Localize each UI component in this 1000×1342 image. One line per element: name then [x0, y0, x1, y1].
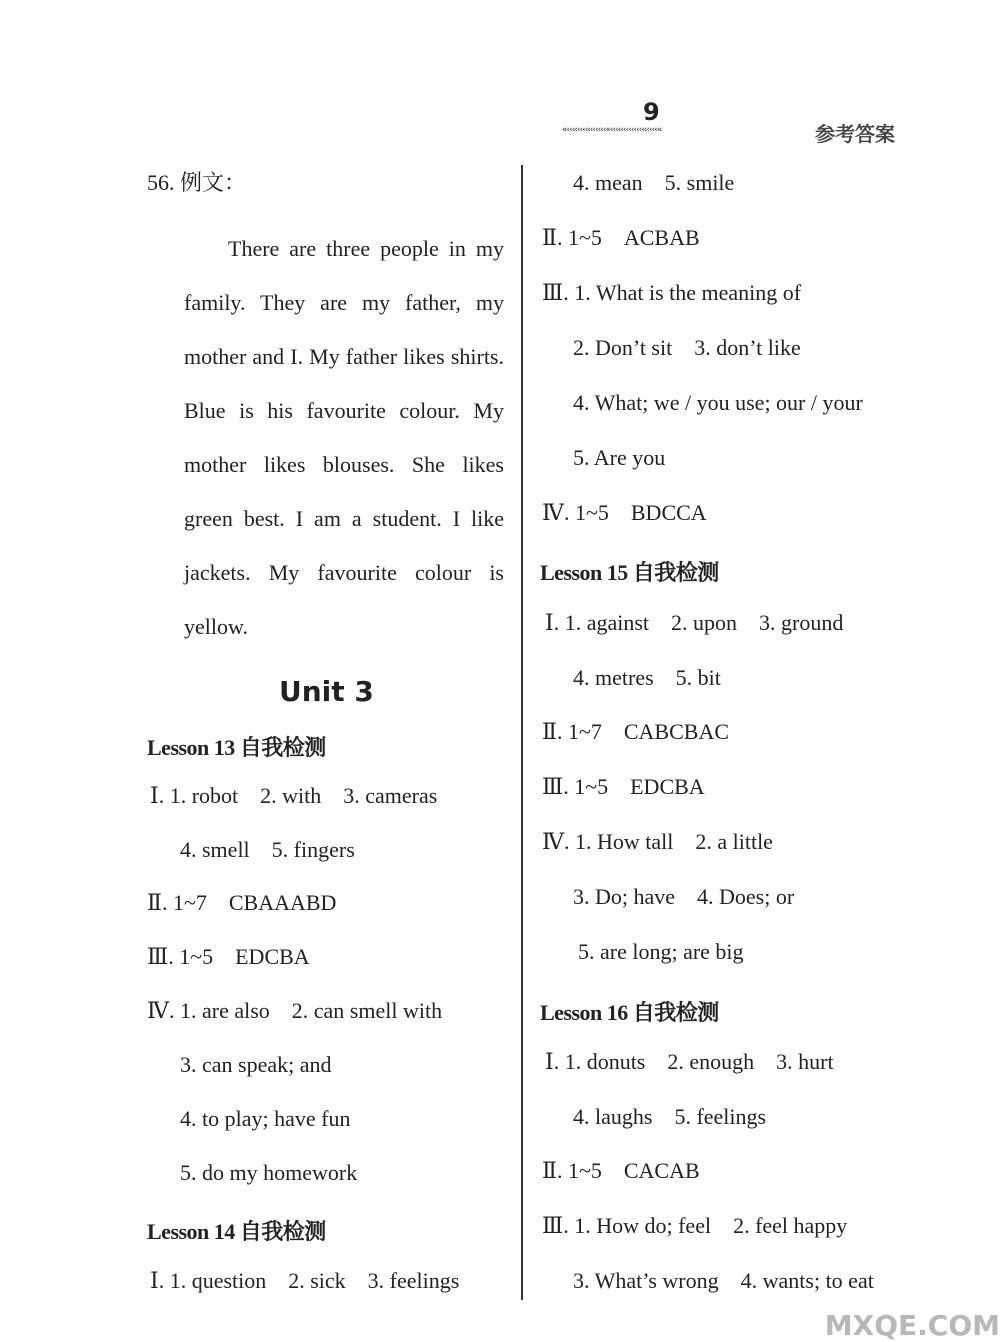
lesson13-line: Ⅰ. 1. robot 2. with 3. cameras — [150, 783, 438, 808]
lesson14-line: Ⅳ. 1~5 BDCCA — [542, 500, 707, 525]
lesson14-line: 5. Are you — [573, 445, 666, 470]
lesson14-line: Ⅰ. 1. question 2. sick 3. feelings — [150, 1268, 460, 1293]
example-essay — [184, 222, 504, 654]
lesson16-line: Ⅲ. 1. How do; feel 2. feel happy — [542, 1213, 848, 1238]
q56-label: 56. 例文： — [147, 170, 247, 195]
essay-text: There are three people in my family. They are my father, my mother and I. My father likes shirts. Blue is his favourite colour. My mother likes blouses. She likes green best. I am a student. I like jackets. My favourite colour is yellow. — [184, 236, 504, 639]
lesson13-line: 5. do my homework — [180, 1160, 358, 1185]
lesson14-line: Ⅱ. 1~5 ACBAB — [542, 225, 700, 250]
lesson16-line: Ⅱ. 1~5 CACAB — [542, 1158, 700, 1183]
lesson15-line: 3. Do; have 4. Does; or — [573, 884, 795, 909]
unit-title: Unit 3 — [279, 675, 374, 708]
lesson15-line: 5. are long; are big — [578, 939, 744, 964]
lesson15-line: Ⅳ. 1. How tall 2. a little — [542, 829, 773, 854]
section-label: 参考答案 — [815, 122, 895, 146]
lesson14-line: Ⅲ. 1. What is the meaning of — [542, 280, 802, 305]
lesson15-line: Ⅱ. 1~7 CABCBAC — [542, 719, 730, 744]
lesson13-line: 4. smell 5. fingers — [180, 837, 355, 862]
lesson13-line: Ⅱ. 1~7 CBAAABD — [147, 890, 337, 915]
lesson13-line: Ⅲ. 1~5 EDCBA — [147, 944, 310, 969]
column-divider — [521, 165, 523, 1300]
lesson15-line: Ⅲ. 1~5 EDCBA — [542, 774, 705, 799]
lesson13-line: 4. to play; have fun — [180, 1106, 351, 1131]
lesson16-line: Ⅰ. 1. donuts 2. enough 3. hurt — [545, 1049, 834, 1074]
lesson14-line: 4. mean 5. smile — [573, 170, 735, 195]
watermark: MXQE.COM — [824, 1309, 1000, 1342]
header-decoration: «‹‹‹‹‹‹‹‹‹‹‹‹‹‹‹«‹‹‹‹‹‹‹‹‹‹‹‹‹‹‹‹‹‹« — [562, 125, 662, 135]
lesson13-title: Lesson 13 自我检测 — [147, 735, 326, 760]
page-number: 9 — [643, 98, 660, 126]
lesson14-line: 4. What; we / you use; our / your — [573, 390, 863, 415]
lesson16-line: 3. What’s wrong 4. wants; to eat — [573, 1268, 874, 1293]
lesson14-title: Lesson 14 自我检测 — [147, 1219, 326, 1244]
lesson15-title: Lesson 15 自我检测 — [540, 560, 719, 585]
lesson14-line: 2. Don’t sit 3. don’t like — [573, 335, 801, 360]
lesson13-line: Ⅳ. 1. are also 2. can smell with — [147, 998, 443, 1023]
lesson16-title: Lesson 16 自我检测 — [540, 1000, 719, 1025]
lesson15-line: 4. metres 5. bit — [573, 665, 721, 690]
lesson15-line: Ⅰ. 1. against 2. upon 3. ground — [545, 610, 844, 635]
lesson16-line: 4. laughs 5. feelings — [573, 1104, 767, 1129]
lesson13-line: 3. can speak; and — [180, 1052, 332, 1077]
